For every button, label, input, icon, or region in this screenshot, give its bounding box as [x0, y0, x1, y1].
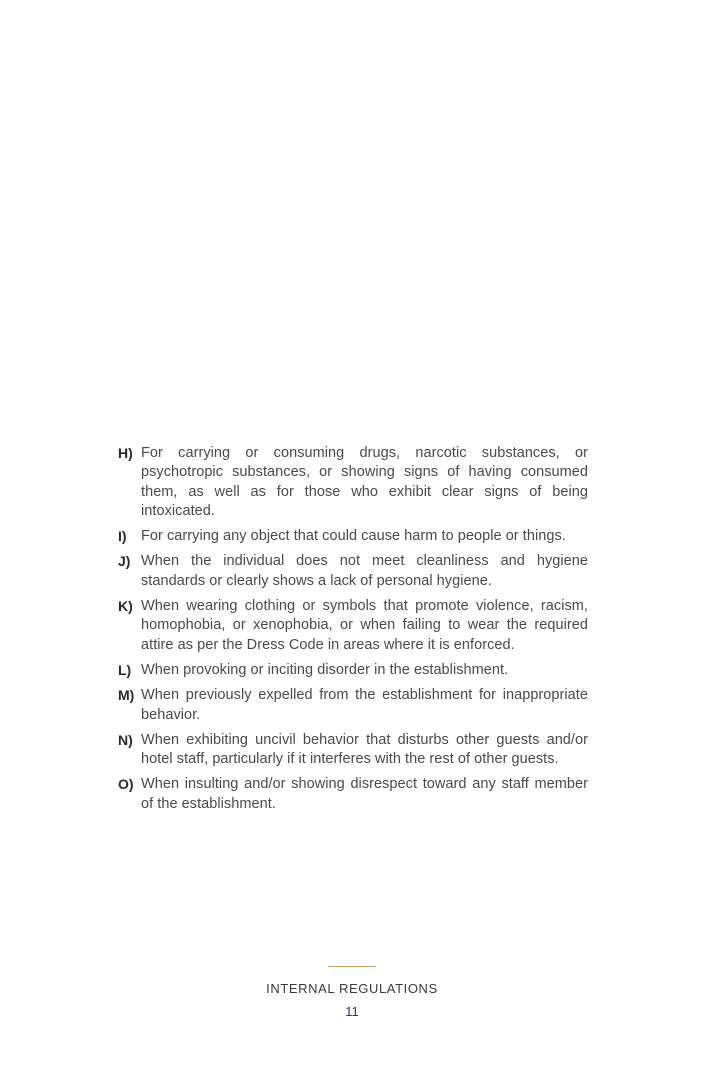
- item-letter: L): [118, 661, 132, 678]
- list-item: [118, 527, 588, 546]
- list-item: [118, 597, 588, 655]
- list-item: [118, 775, 588, 814]
- item-text: When exhibiting uncivil behavior that disturbs other guests and/or hotel staff, particularly if it interferes with the rest of other guests.: [141, 731, 588, 768]
- item-text: When previously expelled from the establishment for inappropriate behavior.: [141, 687, 588, 723]
- item-letter: M): [118, 687, 135, 704]
- item-letter: N): [118, 731, 133, 748]
- page-footer: [0, 966, 704, 1019]
- list-item: [118, 686, 588, 725]
- item-text: When insulting and/or showing disrespect toward any staff member of the establishment.: [141, 776, 588, 812]
- item-text: For carrying or consuming drugs, narcotic substances, or psychotropic substances, or showing signs of having consumed them, as well as for those who exhibit clear signs of being intoxicated.: [141, 445, 588, 519]
- page-number: 11: [345, 1004, 359, 1019]
- list-item: [118, 552, 588, 591]
- footer-title: INTERNAL REGULATIONS: [266, 981, 438, 996]
- item-text: When the individual does not meet cleanliness and hygiene standards or clearly shows a lack of personal hygiene.: [141, 553, 588, 589]
- footer-divider: [328, 966, 376, 967]
- item-letter: I): [118, 528, 127, 545]
- item-text: When provoking or inciting disorder in the establishment.: [141, 661, 509, 678]
- item-letter: K): [118, 598, 133, 615]
- item-text: For carrying any object that could cause harm to people or things.: [141, 528, 566, 545]
- item-letter: H): [118, 445, 133, 461]
- list-item: [118, 731, 588, 770]
- list-item: [118, 661, 588, 680]
- item-letter: O): [118, 776, 134, 793]
- list-item: [118, 444, 588, 521]
- regulations-list: [118, 444, 588, 820]
- item-letter: J): [118, 553, 131, 570]
- item-text: When wearing clothing or symbols that promote violence, racism, homophobia, or xenophobia, or when failing to wear the required attire as per the Dress Code in areas where it is enforced.: [141, 598, 588, 653]
